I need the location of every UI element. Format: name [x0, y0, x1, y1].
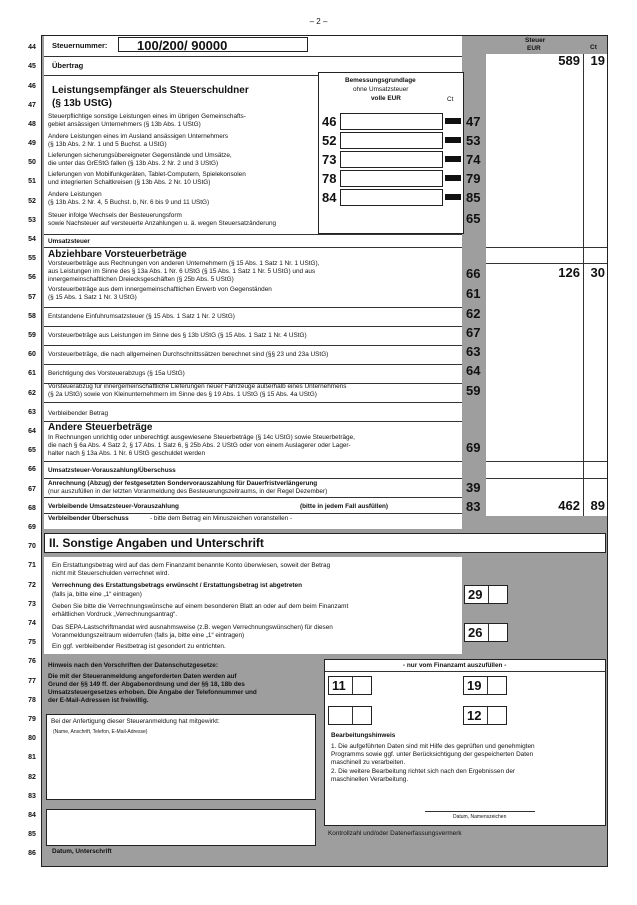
- taxnumber-value: 100/200/ 90000: [137, 38, 228, 53]
- val66-eur[interactable]: 126: [558, 265, 580, 280]
- bemessung-input[interactable]: [340, 189, 443, 206]
- field-code: 65: [466, 211, 481, 226]
- line-number: 50: [28, 159, 36, 166]
- field-empty[interactable]: [328, 706, 372, 725]
- andere-text: halter nach § 13a Abs. 1 Nr. 6 UStG geschuldet werden: [48, 450, 206, 457]
- line-number: 53: [28, 217, 36, 224]
- finanzamt-title: - nur vom Finanzamt auszufüllen -: [403, 662, 507, 669]
- finanzamt-box: [324, 659, 606, 826]
- section2-title: II. Sonstige Angaben und Unterschrift: [49, 536, 264, 550]
- field-code: 19: [467, 678, 482, 693]
- section2-bar: [44, 533, 606, 553]
- line-number: 68: [28, 505, 36, 512]
- uebertrag-label: Übertrag: [52, 61, 84, 70]
- field-code: 74: [466, 152, 481, 167]
- line-number: 81: [28, 754, 36, 761]
- taxnumber-field[interactable]: [118, 37, 308, 52]
- s2-text: erhältlichen Vordruck „Verrechnungsantrag“.: [52, 611, 178, 618]
- field-code: 84: [322, 190, 337, 205]
- field-code: 11: [332, 678, 346, 693]
- line-number: 75: [28, 639, 36, 646]
- l68-label: Verbleibende Umsatzsteuer-Vorauszahlung: [48, 503, 179, 510]
- l68-note: (bitte in jedem Fall ausfüllen): [300, 503, 389, 510]
- bearbeitungshinweis-text: maschinell zu verarbeiten.: [331, 759, 406, 766]
- line-number: 71: [28, 562, 36, 569]
- datenschutz-text: Grund der §§ 149 ff. der Abgabenordnung und der §§ 18, 18b des: [48, 681, 245, 688]
- vorsteuer-text: Vorsteuerbeträge aus Rechnungen von anderen Unternehmern (§ 15 Abs. 1 Satz 1 Nr. 1 UStG),: [48, 260, 320, 267]
- uebertrag-ct[interactable]: 19: [590, 53, 605, 68]
- row-text: Lieferungen sicherungsübereigneter Gegenstände und Umsätze,: [48, 152, 232, 159]
- line-number: 77: [28, 678, 36, 685]
- s2-text: nicht mit Steuerschulden verrechnet wird.: [52, 570, 170, 577]
- vorsteuer-text: Vorsteuerabzug für innergemeinschaftliche Lieferungen neuer Fahrzeuge außerhalb eines Unternehmens: [48, 383, 347, 390]
- bemessung-sub: ohne Umsatzsteuer: [353, 86, 409, 93]
- s2-text: Ein ggf. verbleibender Restbetrag ist gesondert zu entrichten.: [52, 643, 226, 650]
- vorsteuer-text: Vorsteuerbeträge aus Leistungen im Sinne des § 13b UStG (§ 15 Abs. 1 Satz 1 Nr. 4 UStG): [48, 332, 307, 339]
- line-number: 63: [28, 409, 36, 416]
- bearbeitungshinweis-text: 1. Die aufgeführten Daten sind mit Hilfe des geprüften und genehmigten: [331, 743, 535, 750]
- line-number: 48: [28, 121, 36, 128]
- bearbeitungshinweis-text: maschinellen Verarbeitung.: [331, 776, 409, 783]
- bemessung-input[interactable]: [340, 132, 443, 149]
- vorsteuer-text: Berichtigung des Vorsteuerabzugs (§ 15a UStG): [48, 370, 185, 377]
- field-code: 78: [322, 171, 337, 186]
- vorsteuer-text: Verbleibender Betrag: [48, 410, 109, 417]
- row-text: Steuerpflichtige sonstige Leistungen eines im übrigen Gemeinschafts-: [48, 113, 246, 120]
- row-text: gebiet ansässigen Unternehmers (§ 13b Abs. 1 UStG): [48, 121, 201, 128]
- l69-label: Verbleibender Überschuss: [48, 515, 129, 522]
- field-12[interactable]: [463, 706, 507, 725]
- line-number: 61: [28, 370, 36, 377]
- andere-text: In Rechnungen unrichtig oder unberechtigt ausgewiesene Steuerbeträge (§ 14c UStG) sowie Steuerbeträge,: [48, 434, 355, 441]
- datum-unterschrift-label: Datum, Unterschrift: [52, 848, 112, 855]
- l53-text: sowie Nachsteuer auf versteuerte Anzahlungen u. ä. wegen Steuersatzänderung: [48, 220, 277, 227]
- row-text: (§ 13b Abs. 2 Nr. 1 und 5 Buchst. a UStG): [48, 141, 167, 148]
- line-number: 44: [28, 44, 36, 51]
- s2-text: Geben Sie bitte die Verrechnungswünsche auf einem besonderen Blatt an oder auf dem beim Finanzamt: [52, 603, 349, 610]
- l67-text: Anrechnung (Abzug) der festgesetzten Sondervorauszahlung für Dauerfristverlängerung: [48, 480, 318, 487]
- field-code: 63: [466, 344, 481, 359]
- field-code: 62: [466, 306, 481, 321]
- field-code: 83: [466, 499, 481, 514]
- line-number: 73: [28, 601, 36, 608]
- line-number: 45: [28, 63, 36, 70]
- bemessung-input[interactable]: [340, 113, 443, 130]
- line-number: 46: [28, 83, 36, 90]
- bemessung-voll: volle EUR: [371, 95, 401, 102]
- line-number: 72: [28, 582, 36, 589]
- taxnumber-label: Steuernummer:: [52, 41, 108, 50]
- ct-dash: [445, 118, 461, 124]
- s2-text: (falls ja, bitte eine „1“ eintragen): [52, 591, 142, 598]
- line-number: 60: [28, 351, 36, 358]
- andere-text: die nach § 6a Abs. 4 Satz 2, § 17 Abs. 1 Satz 6, § 25b Abs. 2 UStG oder von einem Auslagerer oder Lager-: [48, 442, 351, 449]
- l66-label: Umsatzsteuer-Vorauszahlung/Überschuss: [48, 467, 176, 474]
- bearbeitungshinweis-text: 2. Die weitere Bearbeitung richtet sich nach den Ergebnissen der: [331, 768, 516, 775]
- s2-text: Das SEPA-Lastschriftmandat wird ausnahmsweise (z.B. wegen Verrechnungswünschen) für diesen: [52, 624, 333, 631]
- s2-text: Voranmeldungszeitraum widerrufen (falls ja, bitte eine „1“ eintragen): [52, 632, 245, 639]
- line-number: 69: [28, 524, 36, 531]
- row-text: Andere Leistungen: [48, 191, 102, 198]
- line-number: 58: [28, 313, 36, 320]
- ct-dash: [445, 175, 461, 181]
- mitgewirkt-label: Bei der Anfertigung dieser Steueranmeldung hat mitgewirkt:: [51, 718, 220, 725]
- datenschutz-text: der E-Mail-Adressen ist freiwillig.: [48, 697, 149, 704]
- line-number: 55: [28, 255, 36, 262]
- andere-heading: Andere Steuerbeträge: [48, 422, 153, 433]
- bemessung-input[interactable]: [340, 151, 443, 168]
- field-code: 67: [466, 325, 481, 340]
- line-number: 74: [28, 620, 36, 627]
- line-number: 57: [28, 294, 36, 301]
- datenschutz-text: Die mit der Steueranmeldung angeforderten Daten werden auf: [48, 673, 237, 680]
- ct-dash: [445, 137, 461, 143]
- page-number: – 2 –: [309, 17, 328, 26]
- field-11[interactable]: [328, 676, 372, 695]
- kontrollzahl-label: Kontrollzahl und/oder Datenerfassungsvermerk: [328, 830, 462, 837]
- ct-dash: [445, 156, 461, 162]
- line-number: 59: [28, 332, 36, 339]
- field-code: 53: [466, 133, 481, 148]
- l67-text: (nur auszufüllen in der letzten Voranmeldung des Besteuerungszeitraums, in der Regel Dezember): [48, 488, 328, 495]
- field-code: 46: [322, 114, 337, 129]
- row-text: die unter das GrEStG fallen (§ 13b Abs. 2 Nr. 2 und 3 UStG): [48, 160, 219, 167]
- amount-column: [486, 54, 607, 516]
- s2-text: Verrechnung des Erstattungsbetrags erwünscht / Erstattungsbetrag ist abgetreten: [52, 582, 302, 589]
- vorsteuer-text: (§ 2a UStG) sowie von Kleinunternehmern im Sinne des § 19 Abs. 1 UStG (§ 15 Abs. 4a UStG): [48, 391, 317, 398]
- mitgewirkt-box[interactable]: [46, 714, 316, 800]
- s2-text: Ein Erstattungsbetrag wird auf das dem Finanzamt benannte Konto überwiesen, soweit der Betrag: [52, 562, 331, 569]
- field-code: 73: [322, 152, 337, 167]
- line-number: 79: [28, 716, 36, 723]
- line-number-column: [22, 35, 42, 867]
- row-text: Lieferungen von Mobilfunkgeräten, Tablet-Computern, Spielekonsolen: [48, 171, 246, 178]
- field-code: 69: [466, 440, 481, 455]
- ct-dash: [445, 194, 461, 200]
- vorsteuer-heading: Abziehbare Vorsteuerbeträge: [48, 249, 187, 260]
- field-code: 12: [467, 708, 482, 723]
- val83-eur[interactable]: 462: [558, 498, 580, 513]
- vorsteuer-text: Entstandene Einfuhrumsatzsteuer (§ 15 Abs. 1 Satz 1 Nr. 2 UStG): [48, 313, 235, 320]
- umsatzsteuer-label: Umsatzsteuer: [48, 238, 90, 245]
- line-number: 86: [28, 850, 36, 857]
- col-steuer: Steuer: [525, 37, 546, 44]
- line-number: 76: [28, 658, 36, 665]
- bemessung-ct: Ct: [447, 96, 454, 103]
- line-number: 51: [28, 178, 36, 185]
- val66-ct[interactable]: 30: [590, 265, 605, 280]
- bemessung-input[interactable]: [340, 170, 443, 187]
- line-number: 49: [28, 140, 36, 147]
- field-code: 29: [468, 587, 483, 602]
- line-number: 64: [28, 428, 36, 435]
- uebertrag-eur[interactable]: 589: [558, 53, 580, 68]
- field-code: 66: [466, 266, 481, 281]
- line-number: 80: [28, 735, 36, 742]
- field-code: 85: [466, 190, 481, 205]
- s13b-heading: Leistungsempfänger als Steuerschuldner: [52, 85, 249, 96]
- datenschutz-text: Umsatzsteuergesetzes erhoben. Die Angabe der Telefonnummer und: [48, 689, 257, 696]
- line-number: 65: [28, 447, 36, 454]
- datum-namenszeichen: Datum, Namenszeichen: [453, 814, 507, 820]
- field-19[interactable]: [463, 676, 507, 695]
- l69-note: - bitte dem Betrag ein Minuszeichen voranstellen -: [150, 515, 293, 522]
- line-number: 56: [28, 274, 36, 281]
- field-code: 59: [466, 383, 481, 398]
- vorsteuer-text: Vorsteuerbeträge aus dem innergemeinschaftlichen Erwerb von Gegenständen: [48, 286, 272, 293]
- line-number: 52: [28, 198, 36, 205]
- line-number: 62: [28, 390, 36, 397]
- line-number: 85: [28, 831, 36, 838]
- field-29[interactable]: [464, 585, 508, 604]
- datenschutz-heading: Hinweis nach den Vorschriften der Datenschutzgesetze:: [48, 662, 218, 669]
- line-number: 78: [28, 697, 36, 704]
- line-number: 70: [28, 543, 36, 550]
- field-code: 61: [466, 286, 481, 301]
- vorsteuer-text: Vorsteuerbeträge, die nach allgemeinen Durchschnittssätzen berechnet sind (§§ 23 und 23a UStG): [48, 351, 329, 358]
- l53-text: Steuer infolge Wechsels der Besteuerungsform: [48, 212, 182, 219]
- col-eur: EUR: [527, 45, 541, 52]
- bearbeitungshinweis-title: Bearbeitungshinweis: [331, 732, 396, 739]
- col-ct: Ct: [590, 44, 597, 51]
- row-text: (§ 13b Abs. 2 Nr. 4, 5 Buchst. b, Nr. 6 bis 9 und 11 UStG): [48, 199, 210, 206]
- vorsteuer-text: (§ 15 Abs. 1 Satz 1 Nr. 3 UStG): [48, 294, 137, 301]
- signature-box[interactable]: [46, 809, 316, 846]
- field-code: 26: [468, 625, 483, 640]
- line-number: 47: [28, 102, 36, 109]
- vorsteuer-text: aus Leistungen im Sinne des § 13a Abs. 1 Nr. 6 UStG (§ 15 Abs. 1 Satz 1 Nr. 5 UStG) und aus: [48, 268, 316, 275]
- row-text: Andere Leistungen eines im Ausland ansässigen Unternehmers: [48, 133, 229, 140]
- line-number: 66: [28, 466, 36, 473]
- line-number: 82: [28, 774, 36, 781]
- line-number: 67: [28, 486, 36, 493]
- bemessung-title: Bemessungsgrundlage: [345, 77, 416, 84]
- s13b-heading2: (§ 13b UStG): [52, 98, 113, 109]
- field-26[interactable]: [464, 623, 508, 642]
- field-code: 47: [466, 114, 481, 129]
- line-number: 83: [28, 793, 36, 800]
- mitgewirkt-sub: (Name, Anschrift, Telefon, E-Mail-Adresse): [53, 729, 148, 735]
- line-number: 54: [28, 236, 36, 243]
- field-code: 39: [466, 480, 481, 495]
- line-number: 84: [28, 812, 36, 819]
- bearbeitungshinweis-text: Programms sowie ggf. unter Berücksichtigung der gespeicherten Daten: [331, 751, 534, 758]
- field-code: 79: [466, 171, 481, 186]
- vorsteuer-text: innergemeinschaftlichen Dreiecksgeschäften (§ 25b Abs. 5 UStG): [48, 276, 234, 283]
- field-code: 52: [322, 133, 337, 148]
- row-text: und integrierten Schaltkreisen (§ 13b Abs. 2 Nr. 10 UStG): [48, 179, 211, 186]
- field-code: 64: [466, 363, 481, 378]
- val83-ct[interactable]: 89: [590, 498, 605, 513]
